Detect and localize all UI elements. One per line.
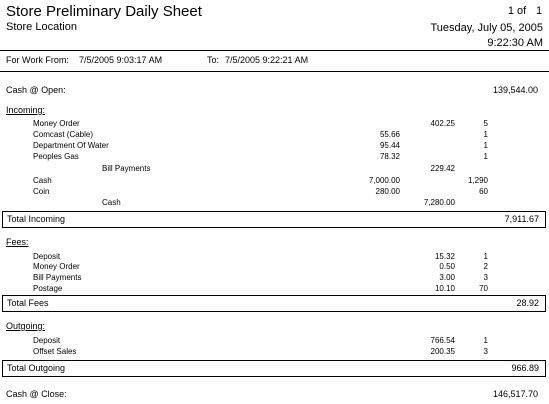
total-outgoing-row xyxy=(2,360,546,377)
incoming-item-amount: 55.66 xyxy=(379,130,400,139)
report-time: 9:22:30 AM xyxy=(487,37,543,49)
work-from-label: For Work From: xyxy=(6,55,69,65)
incoming-item-count: 1 xyxy=(483,130,488,139)
incoming-subgroup-label: Bill Payments xyxy=(102,164,151,173)
cash-open-value: 139,544.00 xyxy=(492,85,538,95)
total-outgoing-value: 966.89 xyxy=(511,363,539,373)
outgoing-item-count: 1 xyxy=(483,336,488,345)
total-outgoing-label: Total Outgoing xyxy=(7,363,66,373)
page-current: 1 xyxy=(507,5,514,17)
fee-item-count: 1 xyxy=(483,252,488,261)
incoming-item-amount: 78.32 xyxy=(379,152,400,161)
fee-item-label: Postage xyxy=(33,284,63,293)
incoming-item-subtotal: 7,280.00 xyxy=(423,198,455,207)
incoming-item-amount: 95.44 xyxy=(379,141,400,150)
fee-item-amount: 15.32 xyxy=(434,252,455,261)
incoming-item-label: Comcast (Cable) xyxy=(33,130,94,139)
total-incoming-row xyxy=(2,211,546,228)
page-total: 1 xyxy=(536,5,543,17)
cash-close-value: 146,517.70 xyxy=(492,389,538,399)
fee-item-amount: 0.50 xyxy=(439,262,455,271)
total-incoming-label: Total Incoming xyxy=(7,214,66,224)
outgoing-item-label: Deposit xyxy=(33,336,61,345)
incoming-item-count: 1,290 xyxy=(467,176,488,185)
fee-item-label: Bill Payments xyxy=(33,273,82,282)
fee-item-count: 70 xyxy=(479,284,488,293)
incoming-heading: Incoming: xyxy=(6,105,46,115)
incoming-item-subtotal: 229.42 xyxy=(430,164,455,173)
store-location: Store Location xyxy=(6,21,77,33)
fee-item-count: 3 xyxy=(483,273,488,282)
incoming-item-label: Coin xyxy=(33,187,50,196)
total-fees-label: Total Fees xyxy=(7,298,49,308)
incoming-item-label: Money Order xyxy=(33,119,80,128)
incoming-item-subtotal: 402.25 xyxy=(430,119,455,128)
incoming-item-amount: 7,000.00 xyxy=(368,176,400,185)
total-fees-row xyxy=(2,295,546,312)
outgoing-item-amount: 766.54 xyxy=(430,336,455,345)
fee-item-amount: 3.00 xyxy=(439,273,455,282)
report-title: Store Preliminary Daily Sheet xyxy=(6,3,202,20)
total-incoming-value: 7,911.67 xyxy=(504,214,539,224)
incoming-item-amount: 280.00 xyxy=(375,187,400,196)
range-divider xyxy=(0,71,549,72)
incoming-item-count: 1 xyxy=(483,141,488,150)
incoming-item-label: Peoples Gas xyxy=(33,152,79,161)
fee-item-count: 2 xyxy=(483,262,488,271)
incoming-item-count: 5 xyxy=(483,119,488,128)
report-date: Tuesday, July 05, 2005 xyxy=(430,22,543,34)
header-divider xyxy=(0,50,549,51)
outgoing-item-count: 3 xyxy=(483,347,488,356)
cash-close-label: Cash @ Close: xyxy=(6,389,67,399)
incoming-item-label: Department Of Water xyxy=(33,141,109,150)
cash-open-label: Cash @ Open: xyxy=(6,85,66,95)
incoming-item-count: 60 xyxy=(479,187,488,196)
incoming-item-count: 1 xyxy=(483,152,488,161)
incoming-subgroup-label: Cash xyxy=(102,198,121,207)
page-of-label: of xyxy=(517,5,527,17)
work-from-value: 7/5/2005 9:03:17 AM xyxy=(79,55,163,65)
work-to-label: To: xyxy=(207,55,220,65)
total-fees-value: 28.92 xyxy=(516,298,539,308)
outgoing-heading: Outgoing: xyxy=(6,321,46,331)
work-to-value: 7/5/2005 9:22:21 AM xyxy=(225,55,309,65)
outgoing-item-amount: 200.35 xyxy=(430,347,455,356)
fee-item-label: Money Order xyxy=(33,262,80,271)
outgoing-item-label: Offset Sales xyxy=(33,347,77,356)
incoming-item-label: Cash xyxy=(33,176,52,185)
fees-heading: Fees: xyxy=(6,237,29,247)
fee-item-label: Deposit xyxy=(33,252,61,261)
fee-item-amount: 10.10 xyxy=(434,284,455,293)
